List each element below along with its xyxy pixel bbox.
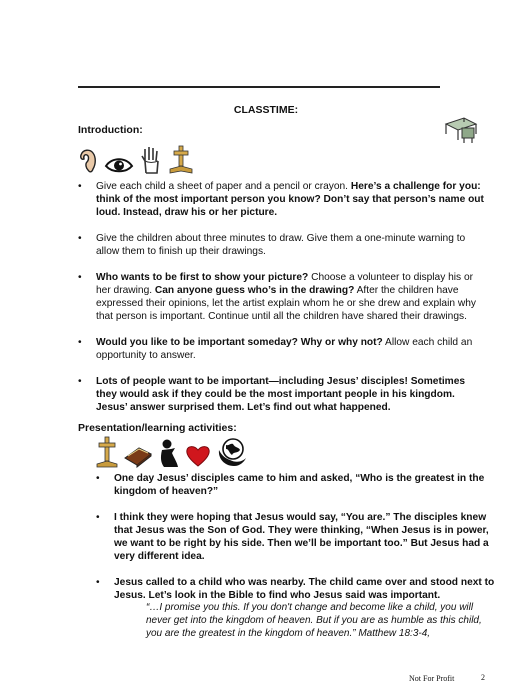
- page-title: CLASSTIME:: [233, 104, 299, 116]
- bullet-text: [96, 376, 465, 413]
- bold-run: Who wants to be first to show your picture?: [96, 272, 309, 283]
- list-item: • Give each child a sheet of paper and a pencil or crayon. Here’s a challenge for you: think of the most important person you know? Don’t say that person’s name out loud. Instead, draw his or her picture.: [78, 181, 484, 218]
- bullet-text: [96, 181, 484, 218]
- classroom-desk-icon: [442, 114, 480, 144]
- bullet-text: [96, 337, 472, 361]
- scripture-quote: “…I promise you this. If you don't change and become like a child, you will never get into the kingdom of heaven. But if you are as humble as this child, you are the greatest in the kingdom of heaven.” Matthew 18:3-4,: [146, 602, 482, 639]
- bold-run: One day Jesus’ disciples came to him and asked, “Who is the greatest in the kingdom of heaven?”: [114, 473, 485, 497]
- list-item: • Would you like to be important someday? Why or why not? Allow each child an opportunity to answer.: [78, 337, 473, 361]
- top-rule: [78, 86, 440, 88]
- list-item: • Lots of people want to be important—including Jesus’ disciples! Sometimes they would ask if they could be the most important people in his kingdom. Jesus’ answer surprised them. Let’s find out what happened.: [78, 376, 466, 413]
- bold-run: Can anyone guess who’s in the drawing?: [154, 285, 355, 296]
- text-run: Give the children about three minutes to draw. Give them a one-minute warning to allow them to finish up their drawings.: [96, 233, 466, 257]
- intro-heading: Introduction:: [78, 124, 143, 136]
- list-item: • One day Jesus’ disciples came to him and asked, “Who is the greatest in the kingdom of heaven?”: [96, 473, 485, 497]
- presentation-icons: [96, 436, 248, 468]
- bullet-text: [114, 577, 494, 601]
- footer-note: Not For Profit: [409, 674, 455, 683]
- heart-icon: [185, 444, 211, 468]
- bible-icon: [123, 438, 153, 468]
- intro-icons: [78, 145, 194, 175]
- list-item: • Give the children about three minutes to draw. Give them a one-minute warning to allow them to finish up their drawings.: [78, 233, 466, 257]
- bold-run: Jesus called to a child who was nearby. The child came over and stood next to Jesus. Let’s look in the Bible to find who Jesus said was important.: [114, 577, 495, 601]
- bold-run: Would you like to be important someday? Why or why not?: [96, 337, 383, 348]
- bullet-text: [114, 512, 489, 562]
- text-run: After the children have expressed their opinions, let the artist explain whom he or she drew and explain why that person is important. Continue until all the children have shared their drawings.: [96, 285, 476, 322]
- text-run: Allow each child an opportunity to answer.: [96, 337, 473, 361]
- list-item: • Who wants to be first to show your picture? Choose a volunteer to display his or her drawing. Can anyone guess who’s in the drawing? After the children have expressed their opinions, let the artist explain whom he or she drew and explain why that person is important. Continue until all the children have shared their drawings.: [78, 272, 476, 322]
- intro-bullet-list: [78, 180, 488, 427]
- bold-run: I think they were hoping that Jesus would say, “You are.” The disciples knew that Jesus was the Son of God. They were thinking, “When Jesus is in power, we want to be right by his side. Then we’ll be important too.” But Jesus had a very different idea.: [114, 512, 489, 562]
- hand-icon: [140, 145, 162, 175]
- list-item: • Jesus called to a child who was nearby. The child came over and stood next to Jesus. Let’s look in the Bible to find who Jesus said was important.: [96, 577, 495, 601]
- text-run: Give each child a sheet of paper and a pencil or crayon.: [96, 181, 351, 192]
- presentation-bullet-list: [96, 472, 496, 615]
- bullet-text: [96, 272, 476, 322]
- page-number: 2: [481, 673, 485, 682]
- bold-run: Here’s a challenge for you: think of the most important person you know? Don’t say that person’s name out loud. Instead, draw his or her picture.: [96, 181, 484, 218]
- cross-icon: [96, 436, 118, 468]
- eye-icon: [104, 155, 134, 175]
- bullet-text: [96, 233, 465, 257]
- bold-run: Lots of people want to be important—including Jesus’ disciples! Sometimes they would ask if they could be the most important people in his kingdom. Jesus’ answer surprised them. Let’s find out what happened.: [96, 376, 466, 413]
- list-item: • I think they were hoping that Jesus would say, “You are.” The disciples knew that Jesus was the Son of God. They were thinking, “When Jesus is in power, we want to be right by his side. Then we’ll be important too.” But Jesus had a very different idea.: [96, 512, 489, 562]
- ear-icon: [78, 147, 98, 175]
- text-run: Choose a volunteer to display his or her drawing.: [96, 272, 474, 296]
- bullet-text: [114, 473, 484, 497]
- globe-hands-icon: [216, 436, 248, 468]
- cross-on-bible-icon: [168, 145, 194, 175]
- presentation-heading: Presentation/learning activities:: [78, 422, 237, 434]
- praying-person-icon: [158, 438, 180, 468]
